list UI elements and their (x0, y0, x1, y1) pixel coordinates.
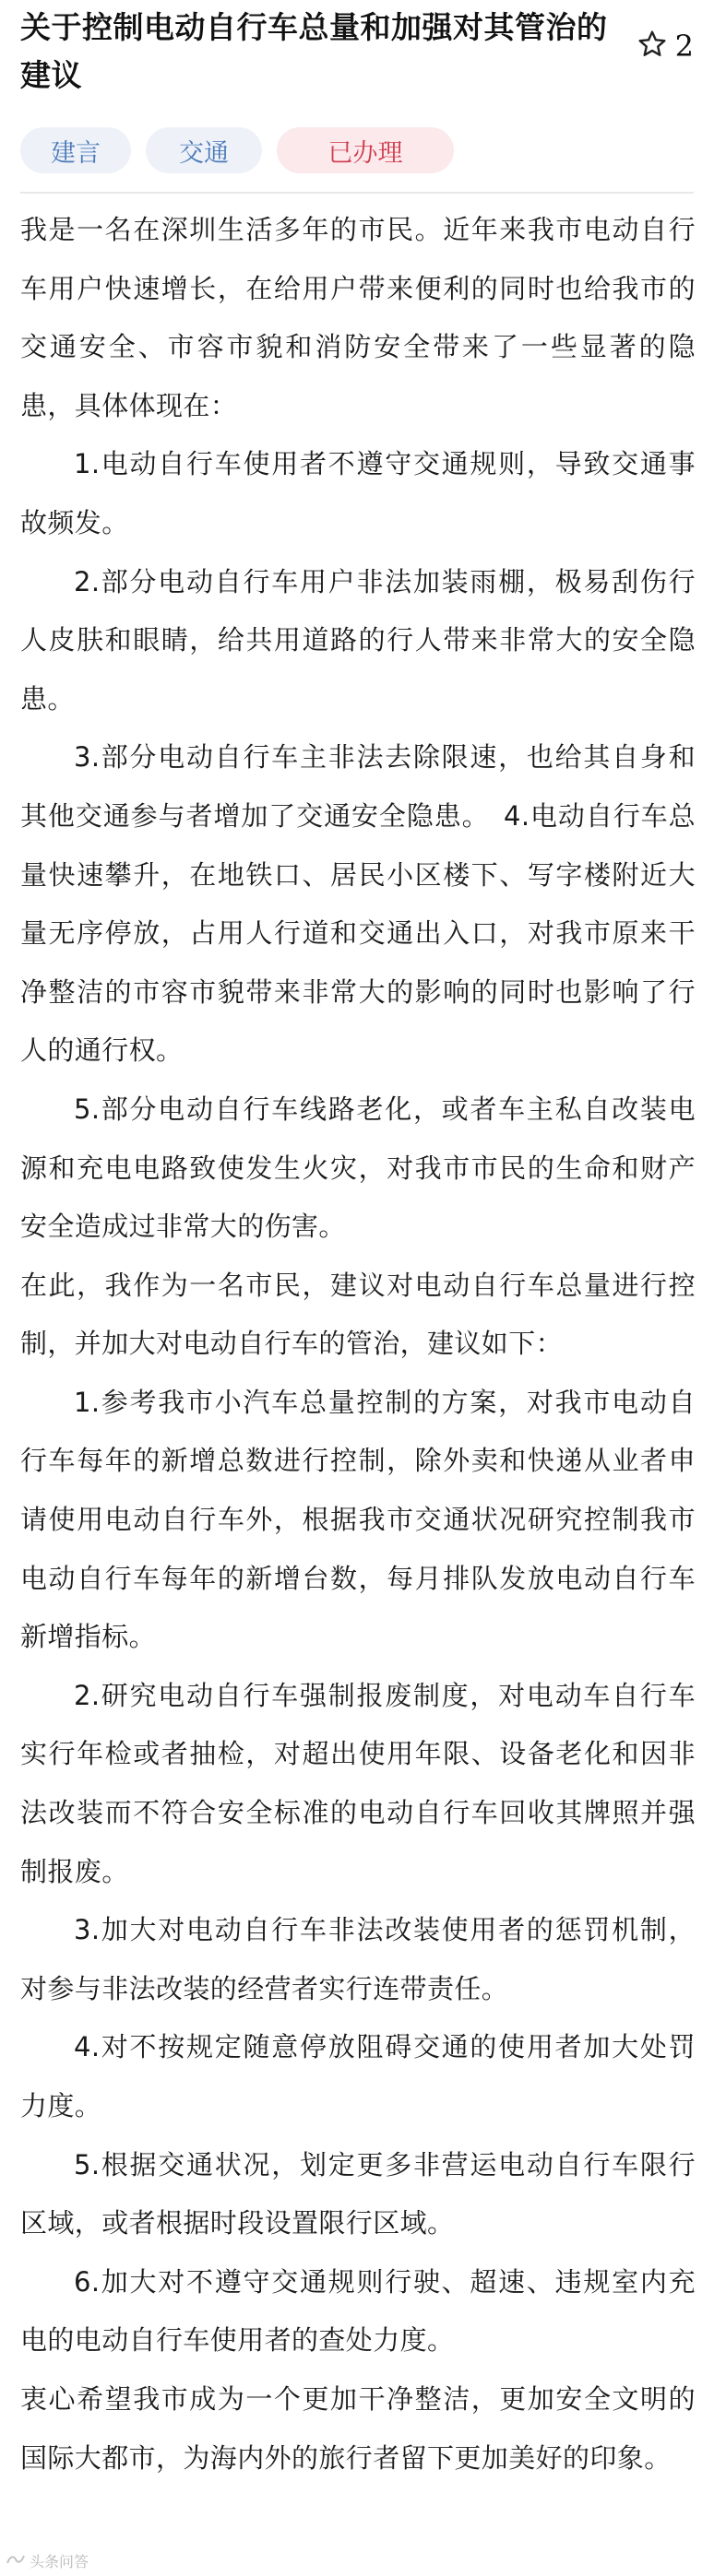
divider (20, 192, 694, 194)
paragraph: 6.加大对不遵守交通规则行驶、超速、违规室内充电的电动自行车使用者的查处力度。 (20, 2265, 696, 2357)
tag-suggestion[interactable]: 建言 (20, 127, 131, 173)
paragraph: 3.部分电动自行车主非法去除限速，也给其自身和其他交通参与者增加了交通安全隐患。 4.电动自行车总量快速攀升，在地铁口、居民小区楼下、写字楼附近大量无序停放，占用人行道和交通出入口，对我市原来干净整洁的市容市貌带来非常大的影响的同时也影响了行人的通行权。 (20, 741, 696, 1067)
star-outline-icon (637, 29, 668, 64)
page-title: 关于控制电动自行车总量和加强对其管治的建议 (20, 9, 608, 93)
tag-traffic[interactable]: 交通 (146, 127, 262, 173)
header (20, 4, 694, 103)
paragraph: 2.研究电动自行车强制报废制度，对电动车自行车实行年检或者抽检，对超出使用年限、设备老化和因非法改装而不符合安全标准的电动自行车回收其牌照并强制报废。 (20, 1679, 696, 1887)
paragraph: 1.电动自行车使用者不遵守交通规则，导致交通事故频发。 (20, 448, 696, 538)
paragraph: 衷心希望我市成为一个更加干净整洁，更加安全文明的国际大都市，为海内外的旅行者留下更加美好的印象。 (20, 2382, 696, 2474)
watermark (6, 2550, 89, 2571)
logo-mark-icon (6, 2552, 30, 2570)
favorite-button[interactable] (625, 28, 694, 65)
favorite-count: 2 (674, 29, 694, 64)
paragraph: 在此，我作为一名市民，建议对电动自行车总量进行控制，并加大对电动自行车的管治，建议如下： (20, 1269, 696, 1360)
paragraph: 1.参考我市小汽车总量控制的方案，对我市电动自行车每年的新增总数进行控制，除外卖和快递从业者申请使用电动自行车外，根据我市交通状况研究控制我市电动自行车每年的新增台数，每月排队发放电动自行车新增指标。 (20, 1386, 696, 1653)
paragraph: 5.部分电动自行车线路老化，或者车主私自改装电源和充电电路致使发生火灾，对我市市民的生命和财产安全造成过非常大的伤害。 (20, 1093, 696, 1243)
article-body (20, 201, 696, 2487)
tag-list (20, 127, 454, 173)
tag-status-handled[interactable]: 已办理 (277, 127, 454, 173)
paragraph: 2.部分电动自行车用户非法加装雨棚，极易刮伤行人皮肤和眼睛，给共用道路的行人带来非常大的安全隐患。 (20, 565, 696, 715)
watermark-text: 头条问答 (30, 2553, 89, 2570)
paragraph: 3.加大对电动自行车非法改装使用者的惩罚机制，对参与非法改装的经营者实行连带责任。 (20, 1914, 696, 2004)
paragraph: 5.根据交通状况，划定更多非营运电动自行车限行区域，或者根据时段设置限行区域。 (20, 2148, 696, 2239)
paragraph: 4.对不按规定随意停放阻碍交通的使用者加大处罚力度。 (20, 2031, 696, 2121)
paragraph: 我是一名在深圳生活多年的市民。近年来我市电动自行车用户快速增长，在给用户带来便利的同时也给我市的交通安全、市容市貌和消防安全带来了一些显著的隐患，具体体现在： (20, 214, 696, 421)
